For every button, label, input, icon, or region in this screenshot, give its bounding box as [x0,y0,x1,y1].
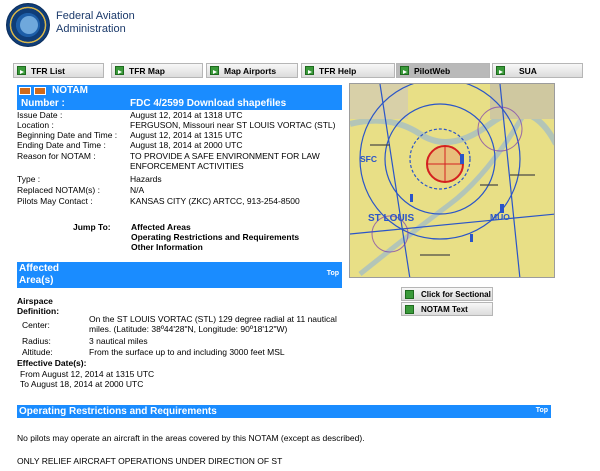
definition-label: Definition: [17,306,60,316]
notam-header-label: NOTAM [52,85,88,96]
field-issue-date [17,110,342,120]
center-label: Center: [22,320,50,330]
tab-tfr-help[interactable] [301,63,395,78]
field-reason [17,151,342,171]
notam-number-bar [17,97,342,110]
field-ending [17,140,342,150]
field-value: Hazards [130,174,162,184]
field-label: Replaced NOTAM(s) : [17,185,100,195]
effective-from: From August 12, 2014 at 1315 UTC [20,369,155,379]
map-label: MUO [490,212,510,222]
jump-link-other-info[interactable]: Other Information [131,242,203,252]
airspace-label: Airspace [17,296,53,306]
effective-to: To August 18, 2014 at 2000 UTC [20,379,144,389]
button-label: NOTAM Text [421,305,468,314]
section-title-1: Affected [19,263,60,274]
radius-label: Radius: [22,336,51,346]
field-value: TO PROVIDE A SAFE ENVIRONMENT FOR LAW ENFORCEMENT ACTIVITIES [130,151,320,171]
field-location [17,120,342,130]
faa-seal-icon [6,3,50,47]
aixm-icon[interactable] [34,87,46,95]
map-graphic [350,84,555,278]
top-link[interactable]: Top [535,407,548,414]
number-label: Number : [21,98,65,109]
field-value: N/A [130,185,145,195]
field-label: Beginning Date and Time : [17,130,118,140]
tab-sua[interactable] [492,63,583,78]
arrow-icon [210,66,219,75]
tab-label: Map Airports [224,66,277,76]
top-link[interactable]: Top [326,270,339,277]
field-label: Type : [17,174,41,184]
tab-tfr-map[interactable] [111,63,203,78]
arrow-icon [17,66,26,75]
notam-text-button[interactable] [401,302,493,316]
map-label: ST LOUIS [368,213,415,224]
radius-value: 3 nautical miles [89,336,148,346]
arrow-icon [305,66,314,75]
agency-line-1: Federal Aviation [56,10,135,22]
tab-pilotweb[interactable] [396,63,490,78]
field-replaced [17,185,342,195]
field-beginning [17,130,342,140]
field-value: August 18, 2014 at 2000 UTC [130,140,243,150]
field-label: Pilots May Contact : [17,196,93,206]
center-value: On the ST LOUIS VORTAC (STL) 129 degree radial at 11 nautical miles. (Latitude: 38º44'28"N, Longitude: 90º18'12"W) [89,314,337,334]
field-value: KANSAS CITY (ZKC) ARTCC, 913-254-8500 [130,196,300,206]
restrictions-section-bar [17,405,551,418]
field-label: Issue Date : [17,110,63,120]
section-title: Operating Restrictions and Requirements [19,406,217,417]
tab-label: TFR Map [129,66,165,76]
arrow-icon [405,290,414,299]
map-label: SFC [360,154,377,164]
tab-label: SUA [519,66,537,76]
notam-header [17,85,342,97]
jump-to-label: Jump To: [73,222,111,232]
section-title-2: Area(s) [19,275,54,286]
agency-name[interactable] [56,10,135,36]
tab-map-airports[interactable] [206,63,298,78]
altitude-value: From the surface up to and including 3000 feet MSL [89,347,285,357]
tab-label: PilotWeb [414,66,451,76]
field-label: Reason for NOTAM : [17,151,96,161]
notam-number-link[interactable]: FDC 4/2599 Download shapefiles [130,98,287,109]
arrow-icon [405,305,414,314]
field-type [17,174,342,184]
field-label: Ending Date and Time : [17,140,106,150]
field-value: August 12, 2014 at 1318 UTC [130,110,243,120]
click-for-sectional-button[interactable] [401,287,493,301]
arrow-icon [400,66,409,75]
field-value: August 12, 2014 at 1315 UTC [130,130,243,140]
page-header [0,0,600,56]
restriction-text-1: No pilots may operate an aircraft in the areas covered by this NOTAM (except as described). [17,433,365,443]
affected-areas-section-bar [17,262,342,288]
restriction-text-2: ONLY RELIEF AIRCRAFT OPERATIONS UNDER DIRECTION OF ST [17,456,283,466]
field-value: FERGUSON, Missouri near ST LOUIS VORTAC (STL) [130,120,336,130]
jump-link-affected-areas[interactable]: Affected Areas [131,222,191,232]
tab-label: TFR List [31,66,65,76]
tab-tfr-list[interactable] [13,63,104,78]
tab-label: TFR Help [319,66,357,76]
field-label: Location : [17,120,54,130]
sectional-map[interactable] [349,83,555,278]
arrow-icon [115,66,124,75]
effective-dates-label: Effective Date(s): [17,358,87,368]
field-contact [17,196,342,206]
altitude-label: Altitude: [22,347,53,357]
nav-tabs [13,63,583,79]
button-label: Click for Sectional [421,290,491,299]
jump-link-restrictions[interactable]: Operating Restrictions and Requirements [131,232,300,242]
xml-icon[interactable] [19,87,31,95]
arrow-icon [496,66,505,75]
agency-line-2: Administration [56,23,126,35]
